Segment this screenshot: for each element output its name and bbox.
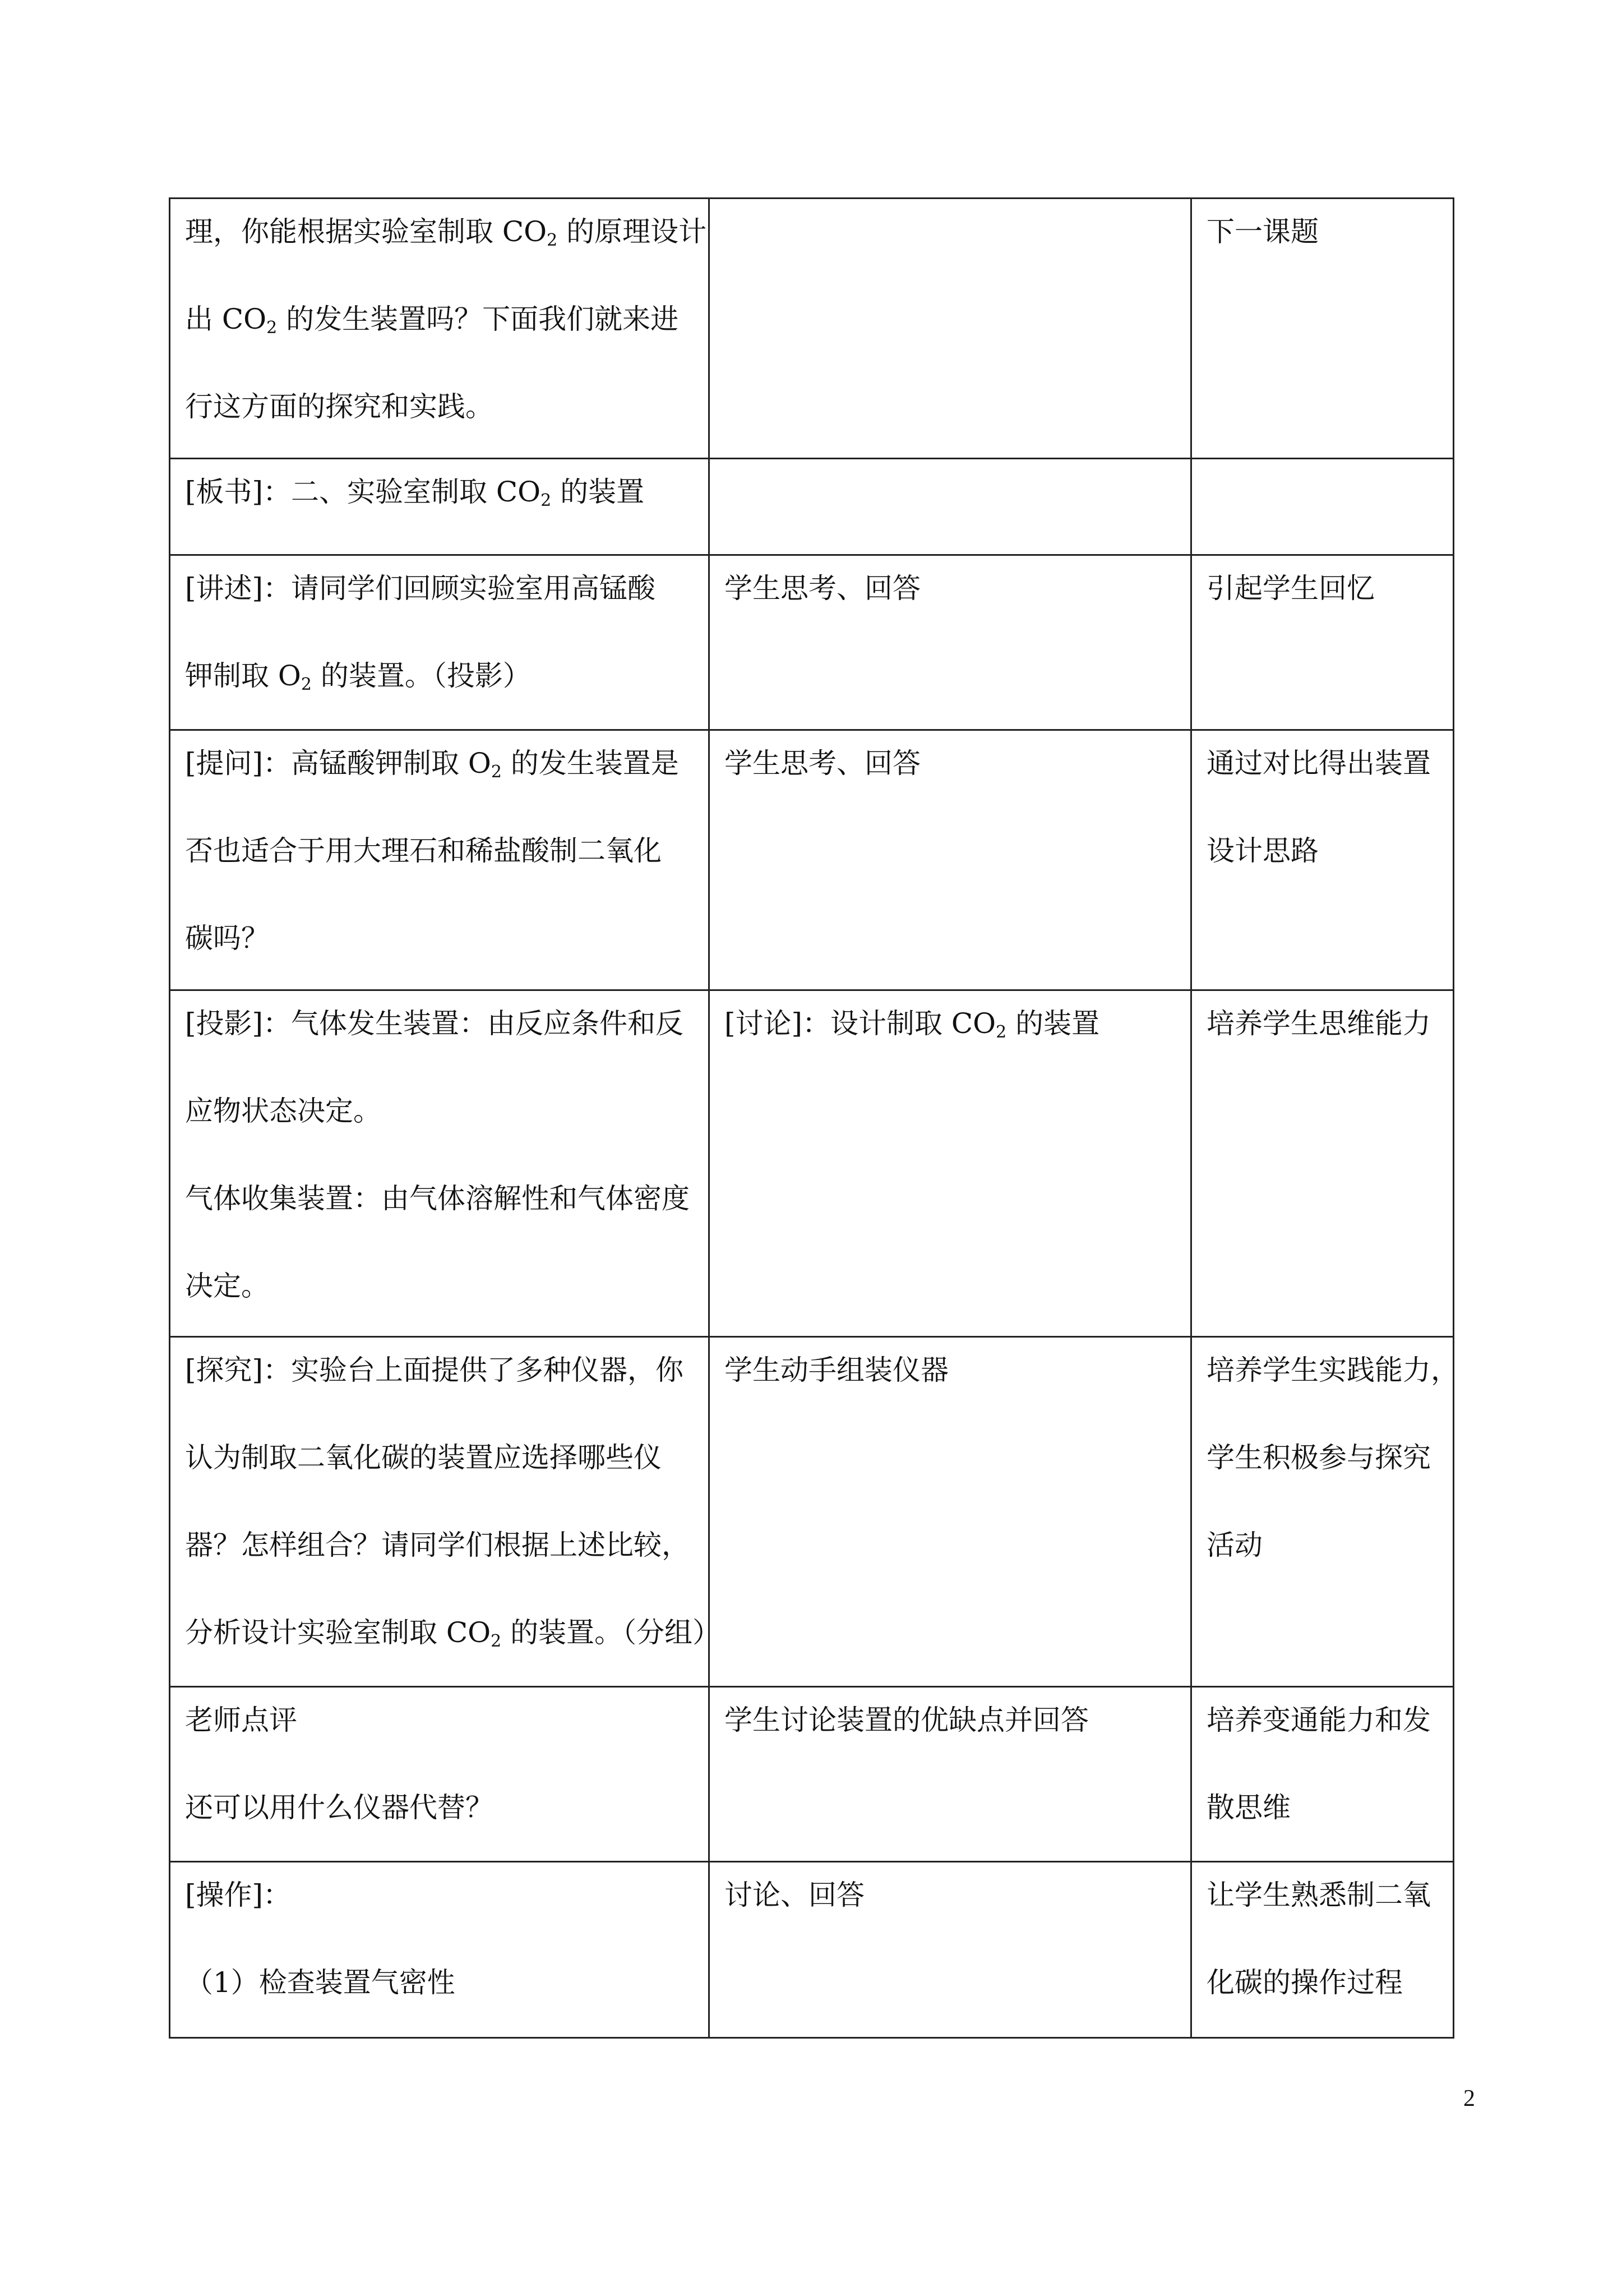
teacher-cell-line: 老师点评 bbox=[185, 1704, 297, 1736]
teacher-cell-line: 否也适合于用大理石和稀盐酸制二氧化 bbox=[185, 835, 662, 867]
teacher-cell-line: 气体收集装置：由气体溶解性和气体密度 bbox=[185, 1182, 690, 1215]
student-cell bbox=[709, 199, 1191, 459]
teacher-cell-line: 认为制取二氧化碳的装置应选择哪些仪 bbox=[185, 1441, 662, 1474]
teacher-cell-line: [操作]： bbox=[185, 1879, 292, 1911]
teacher-cell-line: [板书]：二、实验室制取 $CO_2$ 的装置 bbox=[185, 476, 645, 510]
student-cell bbox=[709, 1687, 1191, 1862]
teacher-cell-line: 出 $CO_2$ 的发生装置吗？下面我们就来进 bbox=[185, 303, 679, 338]
intent-cell bbox=[1191, 199, 1454, 459]
intent-cell bbox=[1191, 555, 1454, 730]
teacher-cell bbox=[170, 459, 709, 555]
teacher-cell bbox=[170, 1862, 709, 2038]
teacher-cell-line: 应物状态决定。 bbox=[185, 1095, 381, 1127]
teacher-cell bbox=[170, 730, 709, 990]
intent-cell-line: 通过对比得出装置 bbox=[1207, 747, 1431, 780]
table-row bbox=[170, 990, 1454, 1337]
student-cell bbox=[709, 555, 1191, 730]
table-row bbox=[170, 1687, 1454, 1862]
intent-cell-line: 散思维 bbox=[1207, 1791, 1291, 1824]
intent-cell-line: 设计思路 bbox=[1207, 835, 1319, 867]
teacher-cell-line: （1）检查装置气密性 bbox=[185, 1966, 455, 1999]
student-cell-line: 学生动手组装仪器 bbox=[724, 1354, 949, 1386]
intent-cell-line: 下一课题 bbox=[1207, 215, 1319, 248]
intent-cell bbox=[1191, 730, 1454, 990]
table-row bbox=[170, 555, 1454, 730]
intent-cell-line: 学生积极参与探究 bbox=[1207, 1441, 1431, 1474]
student-cell-line: 学生思考、回答 bbox=[724, 572, 921, 605]
table-row bbox=[170, 459, 1454, 555]
teacher-cell-line: 决定。 bbox=[185, 1270, 269, 1302]
student-cell bbox=[709, 1862, 1191, 2038]
table-row bbox=[170, 730, 1454, 990]
teacher-cell-line: [提问]：高锰酸钾制取 $O_2$ 的发生装置是 bbox=[185, 747, 679, 782]
student-cell bbox=[709, 1337, 1191, 1687]
teacher-cell-line: 器？怎样组合？请同学们根据上述比较， bbox=[185, 1529, 690, 1561]
teacher-cell-line: 理，你能根据实验室制取 $CO_2$ 的原理设计 bbox=[185, 215, 707, 250]
teacher-cell-line: 钾制取 $O_2$ 的装置。（投影） bbox=[185, 660, 531, 694]
intent-cell-line: 引起学生回忆 bbox=[1207, 572, 1375, 605]
page-number: 2 bbox=[1463, 2086, 1475, 2111]
intent-cell-line: 培养学生思维能力 bbox=[1207, 1007, 1431, 1040]
teacher-cell-line: [探究]：实验台上面提供了多种仪器，你 bbox=[185, 1354, 684, 1386]
intent-cell-line: 化碳的操作过程 bbox=[1207, 1966, 1403, 1999]
intent-cell bbox=[1191, 1337, 1459, 1687]
teacher-cell bbox=[170, 990, 709, 1337]
intent-cell bbox=[1191, 1687, 1454, 1862]
student-cell bbox=[709, 459, 1191, 555]
intent-cell bbox=[1191, 459, 1454, 555]
student-cell-line: [讨论]：设计制取 $CO_2$ 的装置 bbox=[724, 1007, 1100, 1042]
teacher-cell-line: 行这方面的探究和实践。 bbox=[185, 390, 493, 423]
lesson-plan-table bbox=[169, 197, 1459, 2039]
teacher-cell-line: [投影]：气体发生装置：由反应条件和反 bbox=[185, 1007, 684, 1040]
teacher-cell bbox=[170, 1337, 721, 1687]
teacher-cell bbox=[170, 555, 709, 730]
intent-cell-line: 培养变通能力和发 bbox=[1207, 1704, 1431, 1736]
student-cell-line: 学生思考、回答 bbox=[724, 747, 921, 780]
teacher-cell-line: 还可以用什么仪器代替？ bbox=[185, 1791, 493, 1824]
table-row bbox=[170, 1862, 1454, 2038]
intent-cell bbox=[1191, 990, 1454, 1337]
intent-cell bbox=[1191, 1862, 1454, 2038]
teacher-cell-line: [讲述]：请同学们回顾实验室用高锰酸 bbox=[185, 572, 656, 605]
intent-cell-line: 让学生熟悉制二氧 bbox=[1207, 1879, 1431, 1911]
intent-cell-line: 培养学生实践能力， bbox=[1207, 1354, 1459, 1386]
teacher-cell bbox=[170, 1687, 709, 1862]
teacher-cell-line: 分析设计实验室制取 $CO_2$ 的装置。（分组） bbox=[185, 1616, 721, 1651]
table-row bbox=[170, 1337, 1454, 1687]
student-cell bbox=[709, 730, 1191, 990]
teacher-cell bbox=[170, 199, 709, 459]
table-row bbox=[170, 199, 1454, 459]
lesson-plan-table-body bbox=[170, 199, 1459, 2038]
student-cell bbox=[709, 990, 1191, 1337]
teacher-cell-line: 碳吗？ bbox=[185, 922, 269, 955]
student-cell-line: 学生讨论装置的优缺点并回答 bbox=[724, 1704, 1089, 1736]
student-cell-line: 讨论、回答 bbox=[724, 1879, 865, 1911]
intent-cell-line: 活动 bbox=[1207, 1529, 1263, 1561]
